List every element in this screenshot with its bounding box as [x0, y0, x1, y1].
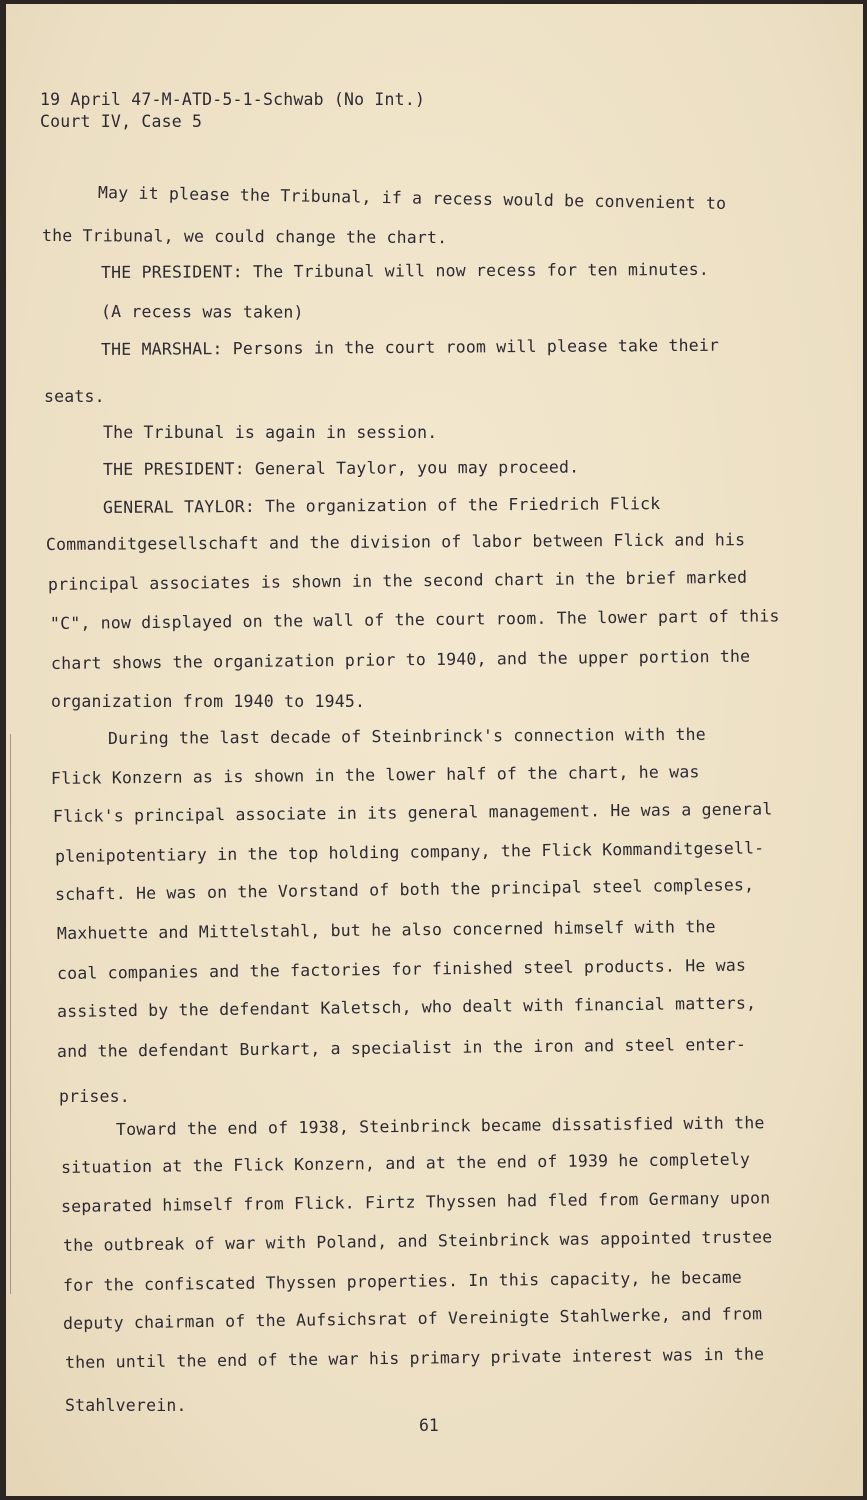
- body-line: Flick's principal associate in its general management. He was a general: [52, 799, 773, 826]
- body-line: THE MARSHAL: Persons in the court room will please take their: [100, 335, 720, 359]
- page-number: 61: [419, 1416, 439, 1435]
- body-line: deputy chairman of the Aufsichsrat of Vereinigte Stahlwerke, and from: [62, 1304, 763, 1333]
- body-line: Stahlverein.: [65, 1396, 187, 1415]
- body-line: Flick Konzern as is shown in the lower half of the chart, he was: [50, 762, 700, 788]
- header-line-1: 19 April 47-M-ATD-5-1-Schwab (No Int.): [40, 90, 426, 109]
- body-line: THE PRESIDENT: General Taylor, you may proceed.: [102, 457, 580, 479]
- body-line: chart shows the organization prior to 1940, and the upper portion the: [50, 646, 751, 673]
- body-line: plenipotentiary in the top holding company, the Flick Kommanditgesell-: [54, 838, 765, 866]
- body-line: GENERAL TAYLOR: The organization of the Friedrich Flick: [102, 494, 661, 517]
- body-line: Commanditgesellschaft and the division of labor between Flick and his: [45, 530, 746, 554]
- body-line: for the confiscated Thyssen properties. In this capacity, he became: [62, 1267, 743, 1295]
- body-line: principal associates is shown in the second chart in the brief marked: [47, 567, 748, 594]
- body-line: organization from 1940 to 1945.: [51, 692, 366, 711]
- body-line: (A recess was taken): [100, 302, 304, 322]
- body-line: THE PRESIDENT: The Tribunal will now recess for ten minutes.: [100, 259, 710, 282]
- body-line: situation at the Flick Konzern, and at the end of 1939 he completely: [60, 1149, 751, 1177]
- body-line: May it please the Tribunal, if a recess would be convenient to: [97, 183, 727, 213]
- body-line: coal companies and the factories for finished steel products. He was: [56, 955, 747, 983]
- body-line: "C", now displayed on the wall of the court room. The lower part of this: [49, 606, 780, 633]
- body-line: Maxhuette and Mittelstahl, but he also concerned himself with the: [56, 917, 716, 943]
- body-line: Toward the end of 1938, Steinbrinck became dissatisfied with the: [115, 1113, 765, 1139]
- body-line: The Tribunal is again in session.: [103, 423, 438, 442]
- body-line: assisted by the defendant Kaletsch, who dealt with financial matters,: [56, 993, 757, 1021]
- body-line: prises.: [59, 1087, 130, 1106]
- body-line: the Tribunal, we could change the chart.: [41, 226, 448, 248]
- body-line: schaft. He was on the Vorstand of both the principal steel compleses,: [54, 875, 755, 904]
- document-page: [6, 4, 863, 1496]
- body-line: seats.: [44, 387, 105, 406]
- body-line: During the last decade of Steinbrinck's connection with the: [107, 724, 706, 748]
- margin-line: [10, 734, 11, 1294]
- body-line: separated himself from Flick. Firtz Thyssen had fled from Germany upon: [60, 1188, 771, 1216]
- header-line-2: Court IV, Case 5: [40, 112, 203, 131]
- body-line: and the defendant Burkart, a specialist in the iron and steel enter-: [56, 1034, 747, 1061]
- body-line: the outbreak of war with Poland, and Steinbrinck was appointed trustee: [62, 1227, 773, 1255]
- body-line: then until the end of the war his primary private interest was in the: [64, 1344, 765, 1372]
